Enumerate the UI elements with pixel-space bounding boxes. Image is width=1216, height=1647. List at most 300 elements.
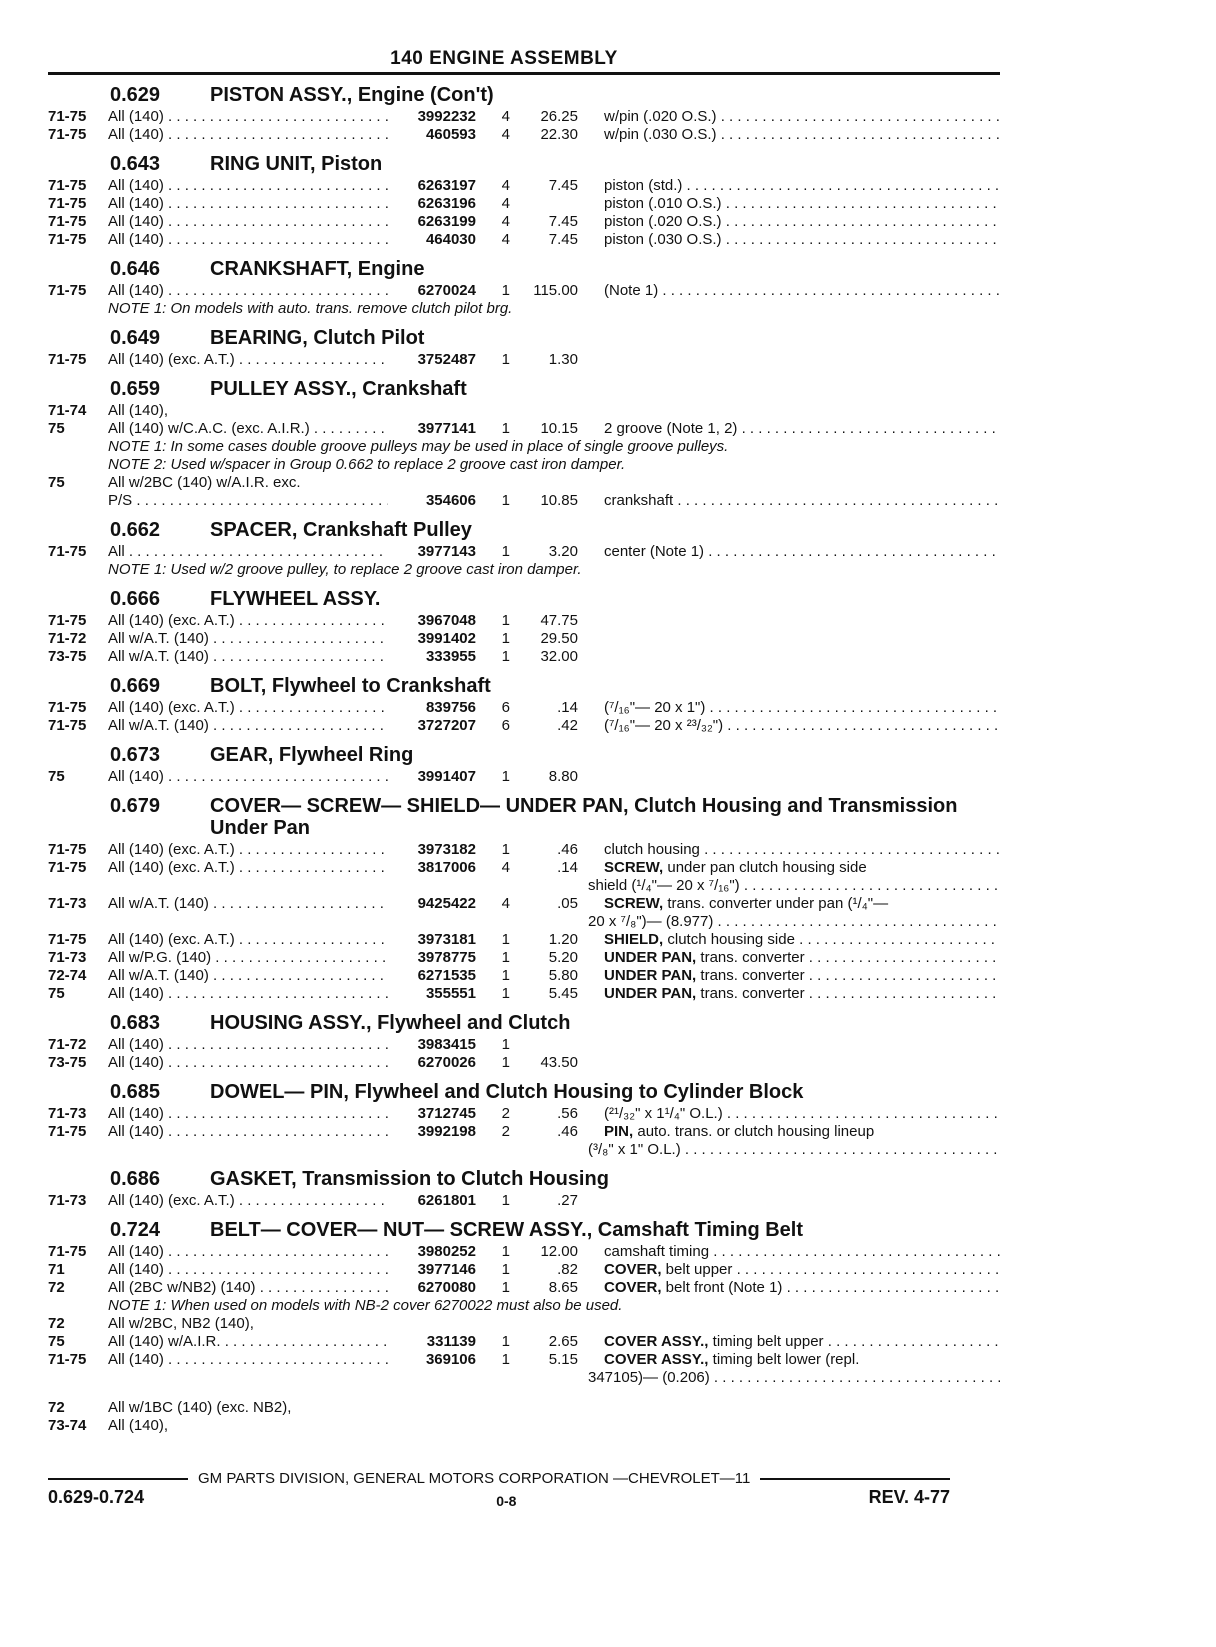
table-row-continuation (48, 913, 1000, 931)
model-year: 71-75 (48, 1351, 87, 1368)
remark-cell (578, 177, 1000, 195)
catalog-section (48, 588, 1000, 666)
application-desc: All w/A.T. (140) . . . (108, 630, 388, 648)
group-title: GEAR, Flywheel Ring (210, 744, 414, 766)
table-row (48, 213, 1000, 231)
remark-text: timing belt lower (repl. (708, 1351, 860, 1368)
price: 1.20 (548, 931, 578, 948)
footer-page-number: 0-8 (496, 1493, 517, 1509)
quantity: 1 (501, 648, 510, 665)
application-desc: All (140) (exc. A.T.) . . . (108, 859, 388, 877)
model-year: 72 (48, 1279, 65, 1296)
price: .27 (557, 1192, 578, 1209)
table-row (48, 108, 1000, 126)
remark-text: camshaft timing . . . (604, 1243, 1000, 1260)
remark-bold: COVER ASSY., (604, 1333, 709, 1350)
quantity: 4 (501, 177, 510, 194)
catalog-section (48, 675, 1000, 735)
catalog-section (48, 519, 1000, 579)
remark-text: belt upper . . . (662, 1261, 1000, 1278)
table-row (48, 1036, 1000, 1054)
remark-text: under pan clutch housing side (663, 859, 867, 876)
remark-cell (578, 1036, 1000, 1054)
model-year: 71-75 (48, 282, 87, 299)
price: .46 (557, 1123, 578, 1140)
remark-text: piston (.030 O.S.) . . . (604, 231, 1000, 248)
group-code: 0.666 (110, 588, 161, 610)
application-desc: All . . . (108, 543, 388, 561)
price: .05 (557, 895, 578, 912)
group-title: PULLEY ASSY., Crankshaft (210, 378, 467, 400)
price: .14 (557, 699, 578, 716)
quantity: 1 (501, 1243, 510, 1260)
model-year: 71-75 (48, 108, 87, 125)
price: 47.75 (540, 612, 578, 629)
table-row (48, 195, 1000, 213)
remark-cell (578, 648, 1000, 666)
table-row (48, 859, 1000, 877)
remark-cell (578, 630, 1000, 648)
price: 22.30 (540, 126, 578, 143)
remark-cell (578, 895, 1000, 913)
remark-text-2: (³/₈" x 1" O.L.) . . . (588, 1141, 1000, 1158)
quantity: 6 (501, 717, 510, 734)
table-row (48, 1243, 1000, 1261)
model-year: 71-75 (48, 543, 87, 560)
price: .82 (557, 1261, 578, 1278)
remark-bold: SHIELD, (604, 931, 664, 948)
footer-revision: REV. 4-77 (868, 1487, 950, 1507)
catalog-section (48, 1168, 1000, 1210)
price: 5.20 (548, 949, 578, 966)
note-text: NOTE 2: Used w/spacer in Group 0.662 to replace 2 groove cast iron damper. (108, 456, 626, 473)
remark-cell (578, 195, 1000, 213)
remark-bold: COVER, (604, 1279, 662, 1296)
part-number: 460593 (425, 126, 476, 143)
application-line (48, 1399, 1000, 1417)
catalog-section (48, 795, 1000, 1003)
group-title: COVER— SCREW— SHIELD— UNDER PAN, Clutch Housing and Transmission Under Pan (210, 795, 958, 839)
application-desc: P/S . . . (108, 492, 388, 510)
quantity: 1 (501, 492, 510, 509)
remark-cell (578, 699, 1000, 717)
model-year: 71-75 (48, 195, 87, 212)
price: .42 (557, 717, 578, 734)
model-year: 73-75 (48, 648, 87, 665)
application-line (48, 1417, 1000, 1435)
page-footer (48, 1470, 950, 1509)
part-number: 355551 (425, 985, 476, 1002)
remark-text: belt front (Note 1) . . . (662, 1279, 1000, 1296)
row-spacer (48, 1369, 572, 1387)
remark-text-2: shield (¹/₄"— 20 x ⁷/₁₆") . . . (588, 877, 1000, 894)
footer-rule-right (760, 1478, 950, 1480)
group-code: 0.662 (110, 519, 161, 541)
remark-bold: SCREW, (604, 895, 664, 912)
remark-text: clutch housing . . . (604, 841, 1000, 858)
group-title: CRANKSHAFT, Engine (210, 258, 425, 280)
remark-bold: PIN, (604, 1123, 634, 1140)
quantity: 1 (501, 967, 510, 984)
part-number: 3992232 (417, 108, 476, 125)
section-header (48, 258, 1000, 280)
remark-text: timing belt upper . . . (708, 1333, 1000, 1350)
application-desc: All w/2BC, NB2 (140), (108, 1315, 254, 1332)
group-code: 0.643 (110, 153, 161, 175)
remark-text: w/pin (.030 O.S.) . . . (604, 126, 1000, 143)
application-desc: All (140) . . . (108, 177, 388, 195)
model-year: 75 (48, 474, 65, 491)
table-row (48, 949, 1000, 967)
section-header (48, 1219, 1000, 1241)
part-number: 369106 (425, 1351, 476, 1368)
application-desc: All (140), (108, 1417, 169, 1434)
part-number: 6263196 (417, 195, 476, 212)
row-spacer (48, 1141, 572, 1159)
quantity: 6 (501, 699, 510, 716)
table-row (48, 1333, 1000, 1351)
group-title: BEARING, Clutch Pilot (210, 327, 425, 349)
quantity: 1 (501, 1279, 510, 1296)
model-year: 71-75 (48, 717, 87, 734)
quantity: 4 (501, 859, 510, 876)
table-row (48, 420, 1000, 438)
group-title: PISTON ASSY., Engine (Con't) (210, 84, 494, 106)
group-title: RING UNIT, Piston (210, 153, 383, 175)
price: 7.45 (548, 231, 578, 248)
group-code: 0.679 (110, 795, 161, 817)
model-year: 72-74 (48, 967, 87, 984)
part-number: 839756 (425, 699, 476, 716)
catalog-section (48, 744, 1000, 786)
table-row-continuation (48, 1141, 1000, 1159)
remark-text: (Note 1) . . . (604, 282, 1000, 299)
quantity: 4 (501, 231, 510, 248)
note-text: NOTE 1: In some cases double groove pulleys may be used in place of single groove pulleys. (108, 438, 729, 455)
quantity: 1 (501, 1054, 510, 1071)
part-number: 3983415 (417, 1036, 476, 1053)
page-title: 140 ENGINE ASSEMBLY (390, 48, 618, 69)
remark-text: 2 groove (Note 1, 2) . . . (604, 420, 1000, 437)
quantity: 1 (501, 543, 510, 560)
quantity: 2 (501, 1105, 510, 1122)
price: 8.65 (548, 1279, 578, 1296)
remark-cell (578, 1192, 1000, 1210)
group-code: 0.686 (110, 1168, 161, 1190)
section-header (48, 153, 1000, 175)
table-row (48, 1123, 1000, 1141)
table-row (48, 282, 1000, 300)
price: 1.30 (548, 351, 578, 368)
quantity: 4 (501, 108, 510, 125)
application-desc: All (140) . . . (108, 195, 388, 213)
application-line (48, 1315, 1000, 1333)
section-header (48, 327, 1000, 349)
model-year: 71-73 (48, 1192, 87, 1209)
part-number: 3817006 (417, 859, 476, 876)
table-row (48, 1105, 1000, 1123)
remark-text: trans. converter . . . (696, 949, 1000, 966)
model-year: 71-75 (48, 1123, 87, 1140)
remark-cell (578, 1123, 1000, 1141)
section-header (48, 84, 1000, 106)
quantity: 1 (501, 949, 510, 966)
quantity: 4 (501, 126, 510, 143)
price: .46 (557, 841, 578, 858)
part-number: 331139 (426, 1333, 476, 1350)
quantity: 1 (501, 985, 510, 1002)
quantity: 1 (501, 630, 510, 647)
footer-line (48, 1470, 950, 1487)
part-number: 6271535 (417, 967, 476, 984)
group-title: GASKET, Transmission to Clutch Housing (210, 1168, 609, 1190)
remark-bold: COVER, (604, 1261, 662, 1278)
catalog-section (48, 258, 1000, 318)
remark-cell (578, 1351, 1000, 1369)
model-year: 71-75 (48, 859, 87, 876)
remark-cell (578, 841, 1000, 859)
part-number: 6270080 (417, 1279, 476, 1296)
application-desc: All (140) (exc. A.T.) . . . (108, 1192, 388, 1210)
application-desc: All (140) . . . (108, 231, 388, 249)
table-row (48, 177, 1000, 195)
price: 10.85 (540, 492, 578, 509)
application-desc: All (140) . . . (108, 213, 388, 231)
application-desc: All (140) . . . (108, 1243, 388, 1261)
model-year: 72 (48, 1399, 65, 1416)
model-year: 71 (48, 1261, 65, 1278)
footer-rule-left (48, 1478, 188, 1480)
price (516, 1036, 578, 1054)
section-header (48, 519, 1000, 541)
part-number: 3973182 (417, 841, 476, 858)
model-year: 71-75 (48, 931, 87, 948)
remark-text: (⁷/₁₆"— 20 x ²³/₃₂") . . . (604, 717, 1000, 734)
application-desc: All (140) . . . (108, 108, 388, 126)
application-desc: All (140) . . . (108, 126, 388, 144)
remark-text-2: 347105)— (0.206) . . . (588, 1369, 1000, 1386)
price: 10.15 (540, 420, 578, 437)
remark-text: w/pin (.020 O.S.) . . . (604, 108, 1000, 125)
part-number: 3967048 (417, 612, 476, 629)
catalog-section (48, 153, 1000, 249)
quantity: 1 (501, 1333, 510, 1350)
application-line (48, 474, 1000, 492)
table-row (48, 931, 1000, 949)
part-number: 3752487 (417, 351, 476, 368)
part-number: 6270024 (417, 282, 476, 299)
remark-text: (²¹/₃₂" x 1¹/₄" O.L.) . . . (604, 1105, 1000, 1122)
quantity: 1 (501, 1192, 510, 1209)
table-row (48, 543, 1000, 561)
price: 12.00 (540, 1243, 578, 1260)
quantity: 1 (501, 351, 510, 368)
price: 5.45 (548, 985, 578, 1002)
group-code: 0.685 (110, 1081, 161, 1103)
remark-cell (578, 1054, 1000, 1072)
group-code: 0.669 (110, 675, 161, 697)
application-desc: All (140) . . . (108, 1036, 388, 1054)
remark-cell (578, 1243, 1000, 1261)
remark-cell (578, 859, 1000, 877)
row-spacer (48, 877, 572, 895)
table-row (48, 231, 1000, 249)
quantity: 4 (501, 195, 510, 212)
part-number: 6270026 (417, 1054, 476, 1071)
group-title: HOUSING ASSY., Flywheel and Clutch (210, 1012, 571, 1034)
catalog-page (48, 48, 1000, 1435)
model-year: 72 (48, 1315, 65, 1332)
application-desc: All w/A.T. (140) . . . (108, 967, 388, 985)
part-number: 333955 (425, 648, 476, 665)
catalog-section (48, 327, 1000, 369)
application-desc: All w/2BC (140) w/A.I.R. exc. (108, 474, 301, 491)
remark-cell (578, 282, 1000, 300)
model-year: 75 (48, 1333, 65, 1350)
remark-text-2: 20 x ⁷/₈")— (8.977) . . . (588, 913, 1000, 930)
table-row (48, 967, 1000, 985)
price: 32.00 (540, 648, 578, 665)
remark-cell (578, 949, 1000, 967)
remark-continuation (572, 1369, 1000, 1387)
section-header (48, 378, 1000, 400)
application-line (48, 402, 1000, 420)
remark-cell (578, 1279, 1000, 1297)
remark-text: auto. trans. or clutch housing lineup (633, 1123, 875, 1140)
model-year: 75 (48, 420, 65, 437)
note-text: NOTE 1: When used on models with NB-2 cover 6270022 must also be used. (108, 1297, 623, 1314)
table-row (48, 630, 1000, 648)
group-title: BOLT, Flywheel to Crankshaft (210, 675, 491, 697)
model-year: 73-75 (48, 1054, 87, 1071)
application-desc: All (140) . . . (108, 1351, 388, 1369)
part-number: 3978775 (417, 949, 476, 966)
price: 26.25 (540, 108, 578, 125)
catalog-section (48, 1219, 1000, 1435)
model-year: 71-73 (48, 1105, 87, 1122)
application-desc: All (140) . . . (108, 1261, 388, 1279)
remark-text: crankshaft . . . (604, 492, 1000, 509)
remark-bold: SCREW, (604, 859, 664, 876)
application-desc: All (140) . . . (108, 1105, 388, 1123)
remark-cell (578, 351, 1000, 369)
model-year: 71-75 (48, 841, 87, 858)
group-code: 0.646 (110, 258, 161, 280)
table-row (48, 1054, 1000, 1072)
note-text: NOTE 1: On models with auto. trans. remove clutch pilot brg. (108, 300, 513, 317)
price: 5.80 (548, 967, 578, 984)
part-number: 3992198 (417, 1123, 476, 1140)
application-desc: All (140) w/C.A.C. (exc. A.I.R.) . . . (108, 420, 388, 438)
price: 2.65 (548, 1333, 578, 1350)
group-title: FLYWHEEL ASSY. (210, 588, 381, 610)
application-desc: All (140), (108, 402, 169, 419)
model-year: 71-75 (48, 126, 87, 143)
group-title: DOWEL— PIN, Flywheel and Clutch Housing to Cylinder Block (210, 1081, 804, 1103)
table-row-continuation (48, 1369, 1000, 1387)
group-code: 0.683 (110, 1012, 161, 1034)
price: 115.00 (533, 282, 578, 299)
section-header (48, 588, 1000, 610)
model-year: 71-72 (48, 1036, 87, 1053)
remark-bold: UNDER PAN, (604, 985, 697, 1002)
section-header (48, 1168, 1000, 1190)
model-year-blank (48, 492, 108, 510)
remark-continuation (572, 913, 1000, 931)
catalog-section (48, 1012, 1000, 1072)
quantity: 1 (501, 420, 510, 437)
model-year: 71-73 (48, 895, 87, 912)
model-year: 71-75 (48, 177, 87, 194)
part-number: 6263197 (417, 177, 476, 194)
remark-cell (578, 1333, 1000, 1351)
remark-cell (578, 231, 1000, 249)
quantity: 1 (501, 931, 510, 948)
section-header (48, 675, 1000, 697)
price: 7.45 (548, 177, 578, 194)
remark-cell (578, 717, 1000, 735)
application-desc: All (140) (exc. A.T.) . . . (108, 931, 388, 949)
quantity: 4 (501, 213, 510, 230)
quantity: 1 (501, 841, 510, 858)
price: .56 (557, 1105, 578, 1122)
application-desc: All (140) (exc. A.T.) . . . (108, 612, 388, 630)
application-desc: All (2BC w/NB2) (140) . . . (108, 1279, 388, 1297)
remark-text: trans. converter . . . (696, 967, 1000, 984)
part-number: 3991407 (417, 768, 476, 785)
remark-text: clutch housing side . . . (663, 931, 1000, 948)
part-number: 9425422 (417, 895, 476, 912)
part-number: 3712745 (417, 1105, 476, 1122)
remark-bold: UNDER PAN, (604, 949, 697, 966)
part-number: 464030 (425, 231, 476, 248)
remark-continuation (572, 1141, 1000, 1159)
model-year: 71-75 (48, 213, 87, 230)
table-row (48, 768, 1000, 786)
model-year: 75 (48, 985, 65, 1002)
remark-cell (578, 108, 1000, 126)
model-year: 71-75 (48, 612, 87, 629)
quantity: 1 (501, 1036, 510, 1053)
remark-text: trans. converter under pan (¹/₄"— (663, 895, 889, 912)
model-year: 71-75 (48, 1243, 87, 1260)
part-number: 3977146 (417, 1261, 476, 1278)
price: 43.50 (540, 1054, 578, 1071)
catalog-section (48, 1081, 1000, 1159)
model-year: 71-74 (48, 402, 87, 419)
group-code: 0.659 (110, 378, 161, 400)
footer-bottom (48, 1487, 950, 1509)
group-title: SPACER, Crankshaft Pulley (210, 519, 472, 541)
header-rule (48, 72, 1000, 75)
table-row (48, 841, 1000, 859)
part-number: 3973181 (417, 931, 476, 948)
table-row (48, 351, 1000, 369)
remark-text: piston (.020 O.S.) . . . (604, 213, 1000, 230)
note-text: NOTE 1: Used w/2 groove pulley, to replace 2 groove cast iron damper. (108, 561, 582, 578)
part-number: 6263199 (417, 213, 476, 230)
part-number: 6261801 (417, 1192, 476, 1209)
model-year: 71-75 (48, 351, 87, 368)
remark-cell (578, 967, 1000, 985)
quantity: 1 (501, 282, 510, 299)
price: 3.20 (548, 543, 578, 560)
remark-text: piston (.010 O.S.) . . . (604, 195, 1000, 212)
catalog-section (48, 378, 1000, 510)
table-row-continuation (48, 877, 1000, 895)
price: 29.50 (540, 630, 578, 647)
footer-range: 0.629-0.724 (48, 1487, 145, 1507)
